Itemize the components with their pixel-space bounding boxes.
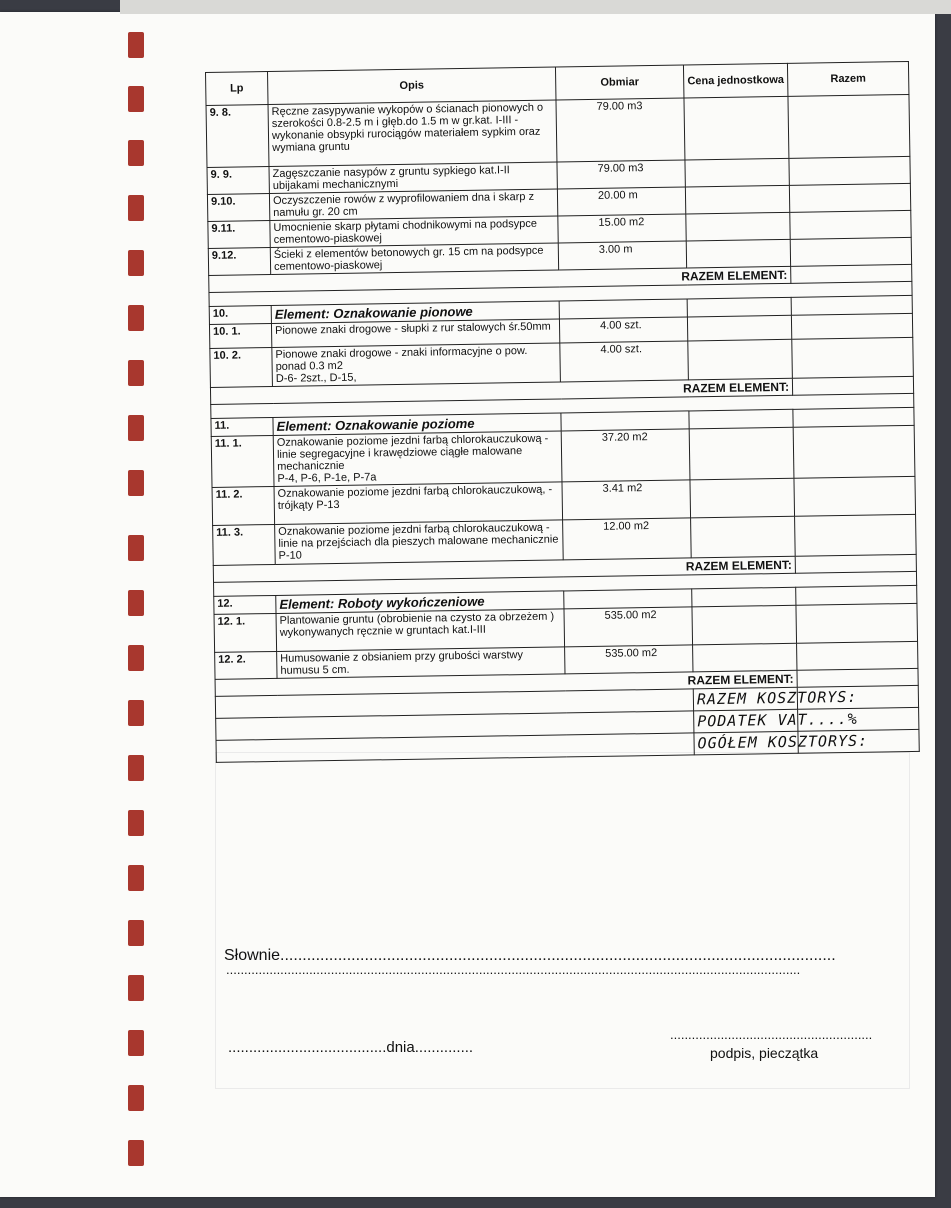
row-lp: 12. 1. (214, 613, 277, 652)
row-lp: 9.12. (208, 247, 270, 275)
binding-ring (128, 535, 144, 561)
binding-ring (128, 645, 144, 671)
binding-ring (128, 975, 144, 1001)
row-lp: 9. 8. (206, 105, 269, 168)
binding-ring (128, 590, 144, 616)
row-opis: Oznakowanie poziome jezdni farbą chlorokauczukową - linie na przejściach dla pieszych malowane mechanicznie (278, 521, 559, 550)
row-opis: Oznakowanie poziome jezdni farbą chlorokauczukową, -trójkąty P-13 (274, 482, 563, 525)
element-title: Element: Oznakowanie poziome (273, 413, 561, 436)
row-lp: 12. 2. (215, 651, 277, 679)
row-opis-extra: P-10 (278, 549, 302, 562)
row-lp: 10. 1. (209, 323, 271, 348)
razem-element-label: RAZEM ELEMENT: (213, 556, 795, 582)
row-cena (684, 96, 789, 160)
row-cena (685, 158, 789, 187)
row-razem (789, 183, 910, 212)
element-lp: 10. (209, 305, 271, 324)
row-obmiar: 20.00 m (557, 187, 685, 216)
row-opis: Zagęszczanie nasypów z gruntu sypkiego kat.I-II ubijakami mechanicznymi (269, 162, 557, 194)
row-obmiar: 12.00 m2 (563, 518, 692, 560)
row-obmiar: 3.00 m (558, 241, 686, 270)
row-lp: 9. 9. (207, 167, 269, 195)
header-lp: Lp (206, 72, 269, 106)
dnia-label: dnia (386, 1039, 415, 1056)
header-opis: Opis (268, 67, 556, 105)
table-row (206, 94, 910, 167)
row-cena (686, 212, 790, 241)
row-opis: Pionowe znaki drogowe - znaki informacyjne o pow. ponad 0.3 m2 (275, 344, 528, 373)
row-razem (790, 210, 911, 239)
binding-ring (128, 865, 144, 891)
row-lp: 11. 2. (212, 486, 275, 525)
row-cena (686, 239, 790, 268)
binding-ring (128, 195, 144, 221)
row-lp: 11. 3. (213, 524, 276, 565)
row-opis: Pionowe znaki drogowe - słupki z rur stalowych śr.50mm (271, 319, 559, 348)
row-lp: 9.10. (207, 194, 269, 222)
header-cena: Cena jednostkowa (683, 63, 788, 98)
slownie-dots: ............................................................................................................................. (280, 947, 836, 964)
row-obmiar: 4.00 szt. (559, 317, 687, 343)
binding-ring (128, 140, 144, 166)
header-obmiar: Obmiar (555, 65, 684, 100)
row-obmiar: 37.20 m2 (561, 429, 690, 482)
row-obmiar: 79.00 m3 (556, 98, 685, 162)
row-opis-cell (272, 343, 561, 387)
signature-label: podpis, pieczątka (710, 1045, 819, 1061)
element-title: Element: Oznakowanie pionowe (271, 301, 559, 324)
row-lp: 10. 2. (210, 347, 273, 387)
row-obmiar: 15.00 m2 (558, 214, 686, 243)
binding-ring (128, 32, 144, 58)
element-title: Element: Roboty wykończeniowe (276, 591, 564, 614)
element-lp: 12. (214, 595, 276, 614)
razem-element-label: RAZEM ELEMENT: (210, 378, 792, 404)
row-lp: 9.11. (208, 220, 270, 248)
binding-ring (128, 1085, 144, 1111)
slownie-continuation: ............................................................................................................................................................... (226, 962, 801, 977)
row-opis: Oczyszczenie rowów z wyprofilowaniem dna i skarp z namułu gr. 20 cm (269, 189, 557, 221)
row-opis: Umocnienie skarp płytami chodnikowymi na podsypce cementowo-piaskowej (270, 216, 558, 248)
razem-kosztorys-label: RAZEM KOSZTORYS: (693, 687, 797, 711)
signature-dots: ........................................................ (670, 1027, 873, 1042)
row-opis-extra: P-4, P-6, P-1e, P-7a (277, 471, 377, 485)
razem-element-value (791, 264, 912, 283)
ogolem-kosztorys-label: OGÓŁEM KOSZTORYS: (694, 731, 798, 755)
binding-ring (128, 1140, 144, 1166)
row-obmiar: 4.00 szt. (560, 341, 689, 382)
date-dots: ...................................... (228, 1039, 387, 1056)
row-obmiar: 535.00 m2 (565, 645, 693, 674)
binding-ring (128, 360, 144, 386)
row-razem (788, 94, 910, 158)
row-obmiar: 3.41 m2 (562, 480, 691, 520)
binding-ring (128, 86, 144, 112)
row-opis-extra: D-6- 2szt., D-15, (275, 371, 357, 385)
razem-element-label: RAZEM ELEMENT: (215, 670, 797, 696)
slownie-label: Słownie (224, 947, 281, 964)
row-razem (790, 237, 911, 266)
row-opis-cell (275, 520, 564, 565)
header-razem: Razem (787, 61, 909, 96)
binding-ring (128, 700, 144, 726)
row-opis-cell (273, 431, 562, 487)
row-cena (685, 185, 789, 214)
row-lp: 11. 1. (211, 435, 274, 487)
binding-ring (128, 250, 144, 276)
binding-ring (128, 920, 144, 946)
cost-estimate-table (205, 61, 920, 763)
row-obmiar: 79.00 m3 (557, 160, 685, 189)
binding-ring (128, 755, 144, 781)
binding-ring (128, 470, 144, 496)
binding-ring (128, 305, 144, 331)
page-edge (120, 0, 951, 14)
element-lp: 11. (211, 417, 273, 436)
razem-element-label: RAZEM ELEMENT: (209, 266, 791, 292)
date-line: ......................................dnia.............. (228, 1039, 474, 1056)
binding-ring (128, 415, 144, 441)
podatek-vat-label: PODATEK VAT....% (694, 709, 798, 733)
binding-ring (128, 810, 144, 836)
row-opis: Plantowanie gruntu (obrobienie na czysto za obrzeżem ) wykonywanych ręcznie w gruntach kat.I-III (276, 609, 565, 652)
row-opis: Oznakowanie poziome jezdni farbą chlorokauczukową - linie segregacyjne i krawędziowe ciągłe malowane mechanicznie (276, 432, 549, 473)
binding-ring (128, 1030, 144, 1056)
row-opis: Ścieki z elementów betonowych gr. 15 cm na podsypce cementowo-piaskowej (270, 243, 558, 275)
row-obmiar: 535.00 m2 (564, 607, 693, 647)
row-razem (789, 156, 910, 185)
row-opis: Humusowanie z obsianiem przy grubości warstwy humusu 5 cm. (277, 647, 565, 679)
row-opis: Ręczne zasypywanie wykopów o ścianach pionowych o szerokości 0.8-2.5 m i głęb.do 1.5 m w gr.kat. I-III - wykonanie obsypki rurociągów materiałem sypkim oraz wymiana gruntu (268, 100, 557, 167)
